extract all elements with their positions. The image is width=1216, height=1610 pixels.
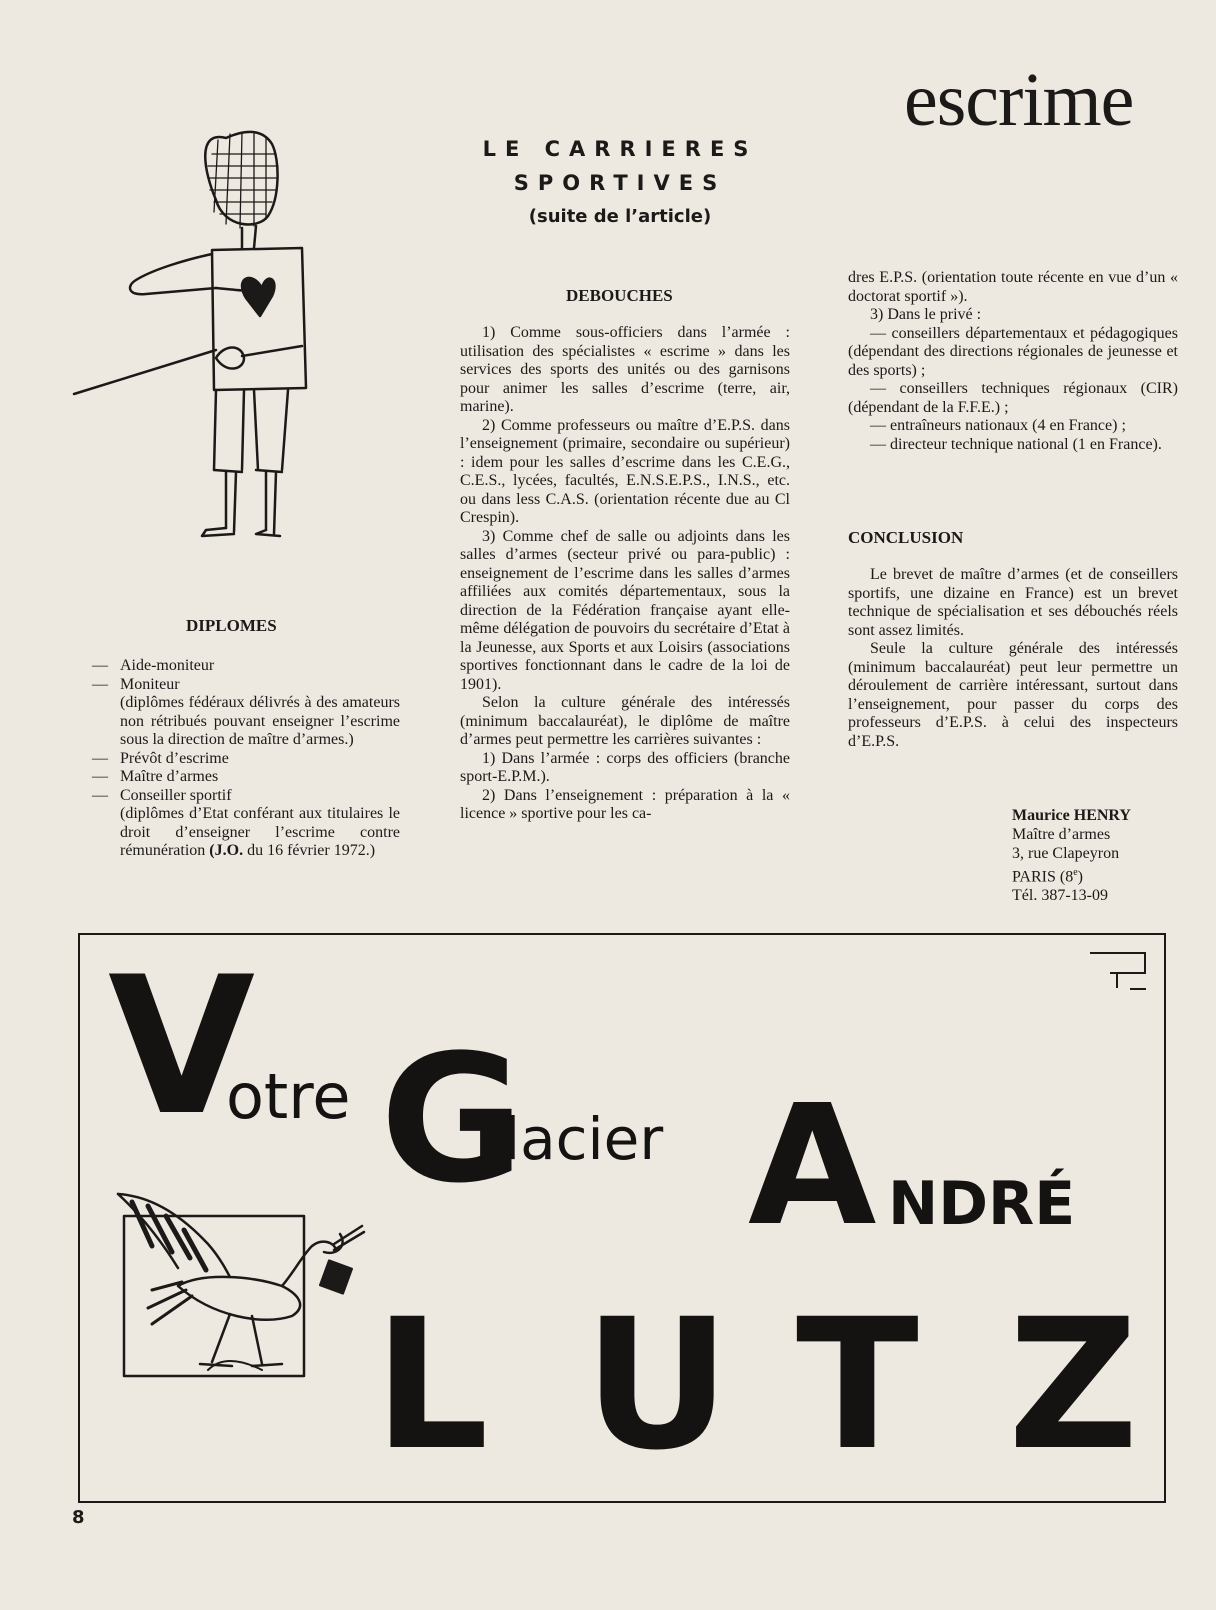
third-column — [848, 269, 1178, 454]
author-address: 3, rue Clapeyron — [1012, 845, 1120, 862]
title-line-1: LE CARRIERES — [482, 137, 758, 161]
list-item: — entraîneurs nationaux (4 en France) ; — [870, 417, 1126, 434]
frame-line — [1144, 952, 1146, 974]
frame-line — [1116, 972, 1118, 988]
list-item: — Aide-moniteur — [92, 657, 215, 674]
list-item: — Moniteur — [92, 675, 180, 693]
ad-word-otre: otre — [226, 1060, 351, 1133]
ad-letter-t: T — [796, 1281, 919, 1490]
ad-letter-g: G — [380, 1017, 525, 1222]
author-title: Maître d’armes — [1012, 826, 1111, 843]
signature — [1012, 806, 1131, 905]
paragraph: Selon la culture générale des intéressés (minimum baccalauréat), le diplôme de maître d’armes peut permettre les carrières suivantes : — [460, 694, 790, 748]
list-item: — directeur technique national (1 en France). — [870, 435, 1162, 453]
stork-logo — [112, 1186, 372, 1386]
list-item: — conseillers techniques régionaux (CIR) (dépendant de la F.F.E.) ; — [848, 380, 1178, 416]
paragraph: dres E.P.S. (orientation toute récente en vue d’un « doctorat sportif »). — [848, 269, 1178, 305]
author-name: Maurice HENRY — [1012, 807, 1131, 824]
section-tag: escrime — [904, 58, 1134, 142]
paragraph: 3) Comme chef de salle ou adjoints dans les salles d’armes (secteur privé ou para-public) : enseignement de l’escrime dans les salles d’armes affiliées aux comités départementaux, sous la direction de la Fédération française ayant elle-même délégation de pouvoirs du secrétaire d’Etat à la Jeunesse, aux Sports et aux Loisirs (associations sportives fonctionnant dans le cadre de la loi de 1901). — [460, 527, 790, 693]
paragraph: 1) Dans l’armée : corps des officiers (branche sport-E.P.M.). — [460, 749, 790, 785]
fencer-illustration — [66, 120, 356, 560]
ad-letter-z: Z — [1008, 1281, 1139, 1490]
conclusion-heading: CONCLUSION — [848, 528, 964, 547]
list-item: — Conseiller sportif — [92, 786, 232, 804]
debouches-heading: DEBOUCHES — [566, 286, 673, 305]
paragraph: 2) Comme professeurs ou maître d’E.P.S. dans l’enseignement (primaire, secondaire ou supérieur) : idem pour les salles d’escrime dans les C.E.G., C.E.S., lycées, facultés, E.N.S.E.P.S., I.N.S., etc. ou dans less C.A.S. (orientation récente due au Cl Crespin). — [460, 416, 790, 526]
debouches-column — [460, 324, 790, 824]
title-subtitle: (suite de l’article) — [528, 206, 712, 227]
ad-letter-u: U — [584, 1281, 731, 1490]
title-line-2: SPORTIVES — [513, 171, 727, 195]
ad-letter-l: L — [374, 1281, 489, 1490]
ad-letter-v: V — [108, 936, 256, 1157]
list-item: — conseillers départementaux et pédagogiques (dépendant des directions régionales de jeunesse et des sports) ; — [848, 324, 1178, 379]
list-item: — Maître d’armes — [92, 768, 219, 785]
author-phone: Tél. 387-13-09 — [1012, 887, 1108, 905]
diplomes-list — [92, 657, 400, 861]
list-item-note: (diplômes d’Etat conférant aux titulaires le droit d’enseigner l’escrime contre rémunération (J.O. du 16 février 1972.) — [120, 805, 400, 859]
paragraph: Le brevet de maître d’armes (et de conseillers sportifs, une dizaine en France) est un brevet technique de spécialisation et ses débouchés réels sont assez limités. — [848, 566, 1178, 639]
conclusion-text — [848, 566, 1178, 751]
paragraph: 1) Comme sous-officiers dans l’armée : utilisation des spécialistes « escrime » dans les services des sports des unités ou des garnisons pour animer les salles d’escrime (terre, air, marine). — [460, 324, 790, 415]
page-number: 8 — [72, 1507, 85, 1528]
list-item-note: (diplômes fédéraux délivrés à des amateurs non rétribués pouvant enseigner l’escrime sous la direction de maître d’armes.) — [120, 694, 400, 748]
paragraph: 3) Dans le privé : — [870, 306, 982, 323]
diplomes-heading: DIPLOMES — [186, 616, 277, 635]
ad-word-ndre: NDRÉ — [888, 1169, 1076, 1239]
list-item: — Prévôt d’escrime — [92, 749, 229, 767]
ad-word-lacier: lacier — [504, 1105, 664, 1173]
frame-line — [1130, 988, 1146, 990]
paragraph: 2) Dans l’enseignement : préparation à la « licence » sportive pour les ca- — [460, 786, 790, 822]
jo-reference: (J.O. — [209, 842, 244, 859]
ad-letter-a: A — [748, 1070, 877, 1263]
paragraph: Seule la culture générale des intéressés (minimum baccalauréat) peut leur permettre un déroulement de carrière intéressant, surtout dans l’enseignement, pour passer du corps des professeurs d’E.P.S. à celui des inspecteurs d’E.P.S. — [848, 640, 1178, 750]
frame-line — [1090, 952, 1146, 954]
article-title — [440, 132, 800, 227]
author-city: PARIS (8e) — [1012, 867, 1083, 886]
